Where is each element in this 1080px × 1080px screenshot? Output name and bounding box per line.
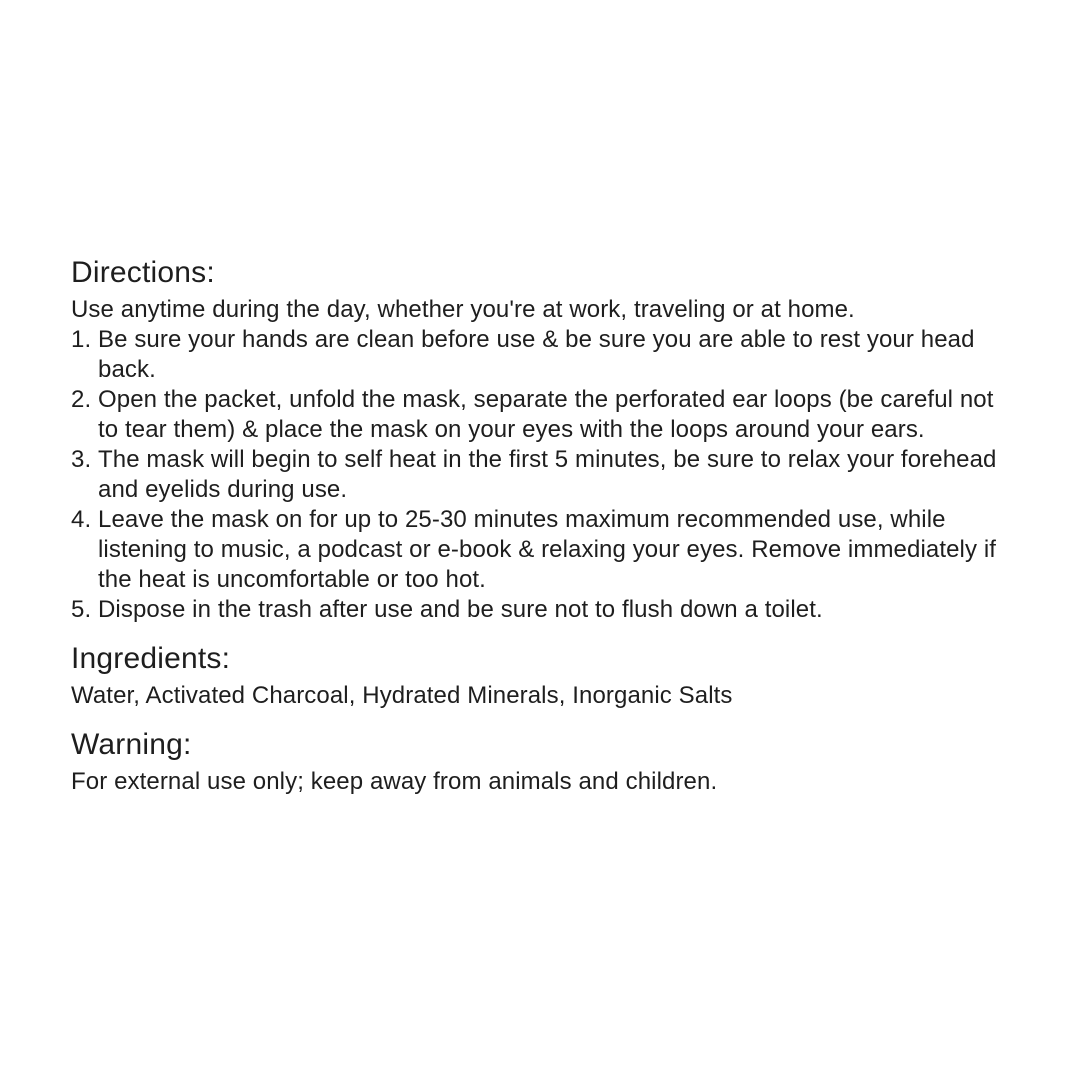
step-text: Open the packet, unfold the mask, separate the perforated ear loops (be careful not to tear them) & place the mask on your eyes with the loops around your ears.: [98, 386, 994, 443]
direction-step-1: [71, 325, 1019, 385]
step-number: 5.: [71, 596, 92, 623]
warning-section: [71, 726, 1019, 797]
step-text: The mask will begin to self heat in the first 5 minutes, be sure to relax your forehead and eyelids during use.: [98, 446, 997, 503]
ingredients-body: Water, Activated Charcoal, Hydrated Minerals, Inorganic Salts: [71, 682, 733, 709]
directions-section: [71, 254, 1019, 625]
ingredients-heading: Ingredients:: [71, 642, 231, 675]
step-text: Dispose in the trash after use and be sure not to flush down a toilet.: [98, 596, 823, 623]
directions-intro: Use anytime during the day, whether you're at work, traveling or at home.: [71, 296, 855, 323]
directions-list: [71, 325, 1019, 625]
step-number: 2.: [71, 386, 92, 413]
product-label: [71, 254, 1019, 797]
direction-step-5: [71, 595, 1019, 625]
step-number: 1.: [71, 326, 92, 353]
ingredients-section: [71, 640, 1019, 711]
direction-step-3: [71, 445, 1019, 505]
direction-step-4: [71, 505, 1019, 595]
step-text: Leave the mask on for up to 25-30 minutes maximum recommended use, while listening to music, a podcast or e-book & relaxing your eyes. Remove immediately if the heat is uncomfortable or too hot.: [98, 506, 997, 593]
step-number: 4.: [71, 506, 92, 533]
directions-heading: Directions:: [71, 256, 215, 289]
warning-body: For external use only; keep away from animals and children.: [71, 768, 718, 795]
step-number: 3.: [71, 446, 92, 473]
warning-heading: Warning:: [71, 728, 192, 761]
step-text: Be sure your hands are clean before use & be sure you are able to rest your head back.: [98, 326, 975, 383]
direction-step-2: [71, 385, 1019, 445]
